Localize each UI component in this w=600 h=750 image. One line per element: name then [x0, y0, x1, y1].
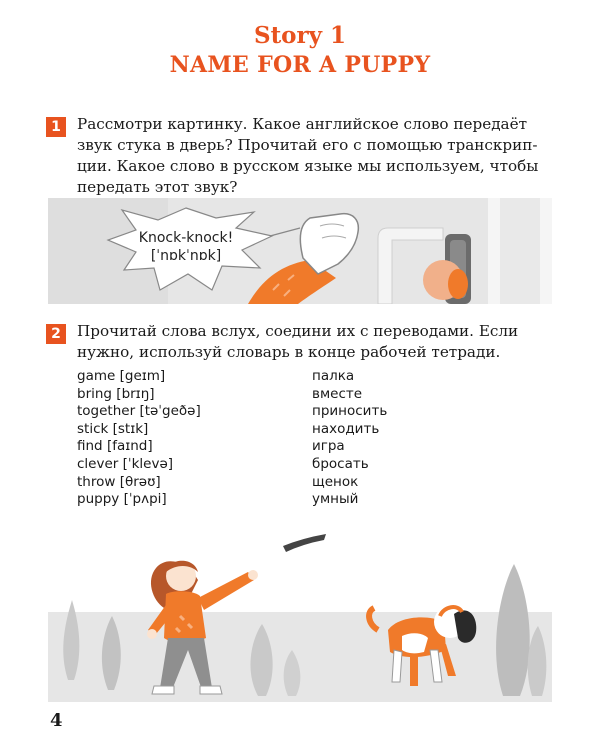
- translation-word: щенок: [312, 473, 359, 490]
- word-row: [77, 386, 201, 404]
- vocabulary-translations: [312, 368, 387, 509]
- story-subtitle: NAME FOR A PUPPY: [169, 52, 431, 78]
- english-word: throw: [77, 473, 116, 490]
- page-number: 4: [50, 710, 63, 731]
- translation-word: вместе: [312, 385, 363, 402]
- english-word: game: [77, 368, 116, 384]
- word-transcription: [təˈgeðə]: [139, 403, 201, 420]
- task-1-text: [77, 114, 564, 198]
- english-word: bring: [77, 385, 112, 402]
- word-transcription: [brɪŋ]: [116, 385, 155, 402]
- task-2-number: 2: [46, 324, 66, 344]
- translation-word: умный: [312, 491, 359, 508]
- task-1-line: звук стука в дверь? Прочитай его с помощью транскрип-: [77, 136, 538, 154]
- translation-word: бросать: [312, 455, 369, 472]
- story-title: Story 1: [253, 22, 347, 49]
- bubble-word: Knock-knock!: [138, 230, 234, 246]
- knock-scene-drawing: [48, 198, 552, 304]
- word-transcription: [ˈpʌpi]: [123, 491, 167, 508]
- english-word: together: [77, 403, 136, 420]
- word-row: [77, 438, 201, 456]
- english-word: find: [77, 438, 103, 455]
- task-2-line: Прочитай слова вслух, соедини их с переводами. Если: [77, 322, 519, 340]
- word-row: [77, 456, 201, 474]
- task-1-line: Рассмотри картинку. Какое английское слово передаёт: [77, 115, 527, 133]
- task-2-text: [77, 321, 564, 363]
- task-2-line: нужно, используй словарь в конце рабочей тетради.: [77, 343, 501, 361]
- translation-word: игра: [312, 438, 345, 455]
- knock-illustration: [48, 198, 552, 304]
- word-transcription: [ˈklevə]: [122, 455, 174, 472]
- girl-and-puppy-illustration: [48, 520, 552, 702]
- girl-puppy-drawing: [48, 520, 552, 702]
- word-transcription: [geɪm]: [119, 368, 166, 384]
- english-word: puppy: [77, 491, 120, 508]
- task-1-line: передать этот звук?: [77, 178, 238, 196]
- english-word: clever: [77, 455, 119, 472]
- word-row: [77, 491, 201, 509]
- translation-word: палка: [312, 368, 355, 384]
- word-row: [77, 474, 201, 492]
- word-transcription: [faɪnd]: [106, 438, 153, 455]
- english-word: stick: [77, 420, 109, 437]
- task-1-number: 1: [46, 117, 66, 137]
- word-row: [77, 403, 201, 421]
- translation-word: приносить: [312, 403, 388, 420]
- word-transcription: [stɪk]: [112, 420, 149, 437]
- task-1-line: ции. Какое слово в русском языке мы используем, чтобы: [77, 157, 539, 175]
- word-transcription: [θrəʊ]: [119, 473, 161, 490]
- translation-word: находить: [312, 420, 380, 437]
- word-row: [77, 421, 201, 439]
- word-row: [77, 368, 201, 386]
- bubble-transcription: [ˈnɒkˈnɒk]: [150, 248, 222, 264]
- vocabulary-words: [77, 368, 201, 509]
